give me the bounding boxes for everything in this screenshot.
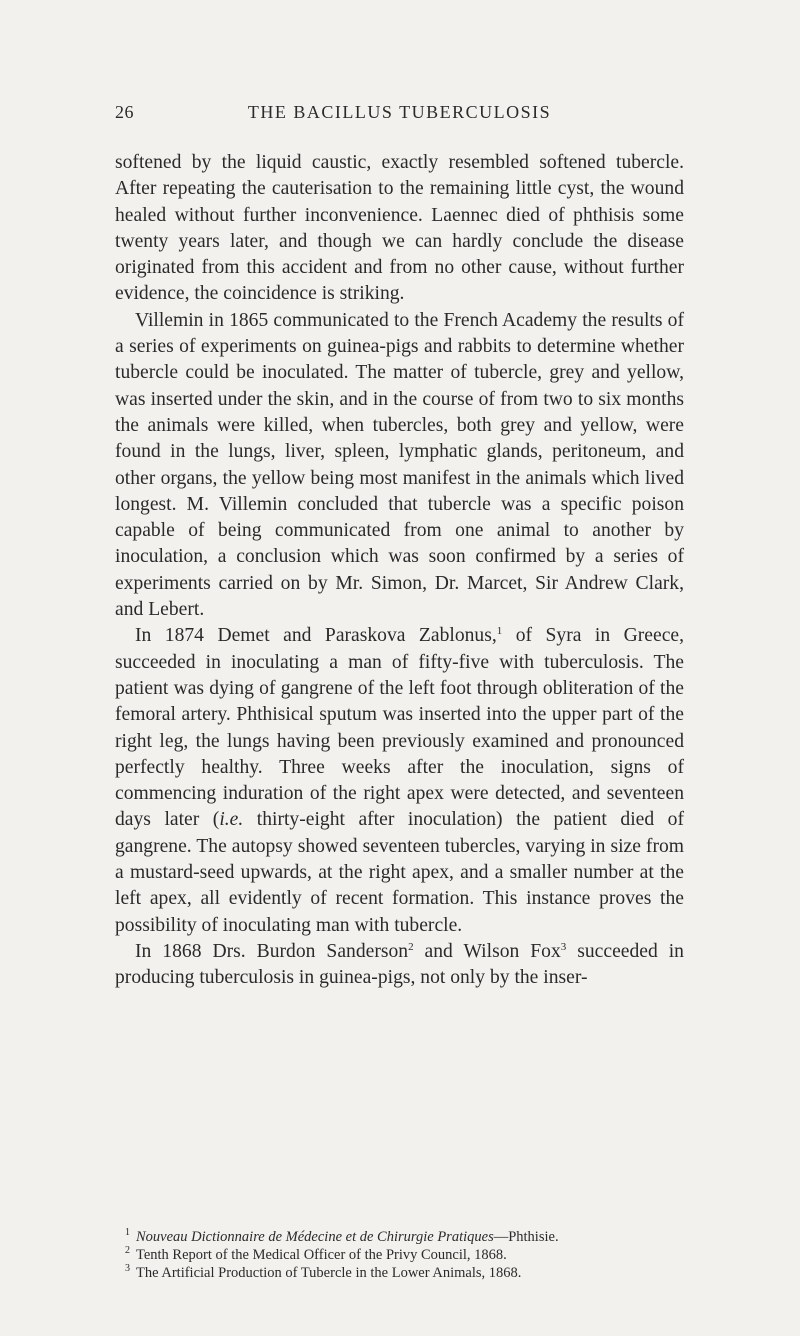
- paragraph: softened by the liquid caustic, exactly resembled softened tubercle. After repeating the cauterisation to the remaining little cyst, the wound healed without further inconvenience. Laennec died of phthisis some twenty years later, and though we can hardly conclude the disease originated from this accident and from no other cause, without further evidence, the coincidence is striking.: [115, 152, 684, 305]
- paragraph-text: of Syra in Greece, succeeded in inoculating a man of fifty-five with tuberculosis. The patient was dying of gangrene of the left foot through obliteration of the femoral artery. Phthisical sputum was inserted into the upper part of the right leg, the lungs having been previously examined and pronounced perfectly healthy. Three weeks after the inoculation, signs of commencing induration of the right apex were detected, and seventeen days later (: [115, 625, 684, 831]
- footnote-text: The Artificial Production of Tubercle in the Lower Animals, 1868.: [136, 1265, 522, 1281]
- paragraph-text: and Wilson Fox: [413, 940, 561, 962]
- footnote-title: Nouveau Dictionnaire de Médecine et de Chirurgie Pratiques: [136, 1229, 494, 1245]
- footnote-text: Tenth Report of the Medical Officer of the Privy Council, 1868.: [136, 1247, 507, 1263]
- footnote-reference: 2: [408, 940, 414, 953]
- footnote-mark: 3: [125, 1263, 130, 1274]
- paragraph: [115, 939, 684, 992]
- paragraph-text: thirty-eight after inoculation) the patient died of gangrene. The autopsy showed seventeen tubercles, varying in size from a mustard-seed upwards, at the right apex, and a smaller number at the left apex, all evidently of recent formation. This instance proves the possibility of inoculating man with tubercle.: [115, 809, 684, 936]
- footnotes: [115, 1228, 684, 1282]
- paragraph-text: succeeded in producing tuberculosis in guinea-pigs, not only by the inser-: [115, 940, 684, 989]
- footnote-mark: 1: [125, 1227, 130, 1238]
- footnote: [115, 1246, 684, 1264]
- footnote-reference: 3: [560, 940, 567, 953]
- paragraph: Villemin in 1865 communicated to the French Academy the results of a series of experiments on guinea-pigs and rabbits to determine whether tubercle could be inoculated. The matter of tubercle, grey and yellow, was inserted under the skin, and in the course of from two to six months the animals were killed, when tubercles, both grey and yellow, were found in the lungs, liver, spleen, lymphatic glands, peritoneum, and other organs, the yellow being most manifest in the animals which lived longest. M. Villemin concluded that tubercle was a specific poison capable of being communicated from one animal to another by inoculation, a conclusion which was soon confirmed by a series of experiments carried on by Mr. Simon, Dr. Marcet, Sir Andrew Clark, and Lebert.: [115, 309, 684, 621]
- page-number: 26: [115, 102, 134, 122]
- footnote: [115, 1228, 684, 1246]
- running-head: THE BACILLUS TUBERCULOSIS: [247, 102, 552, 122]
- footnote-reference: 1: [496, 625, 503, 638]
- paragraph-text: In 1874 Demet and Paraskova Zablonus,: [135, 625, 497, 647]
- footnote: [115, 1264, 684, 1282]
- paragraph-italic: i.e.: [219, 809, 244, 831]
- body-text: [115, 150, 684, 992]
- footnote-mark: 2: [125, 1245, 130, 1256]
- paragraph: [115, 623, 684, 939]
- page-header: [115, 102, 684, 128]
- footnote-text: —Phthisie.: [493, 1229, 559, 1245]
- paragraph-text: In 1868 Drs. Burdon Sanderson: [135, 940, 409, 962]
